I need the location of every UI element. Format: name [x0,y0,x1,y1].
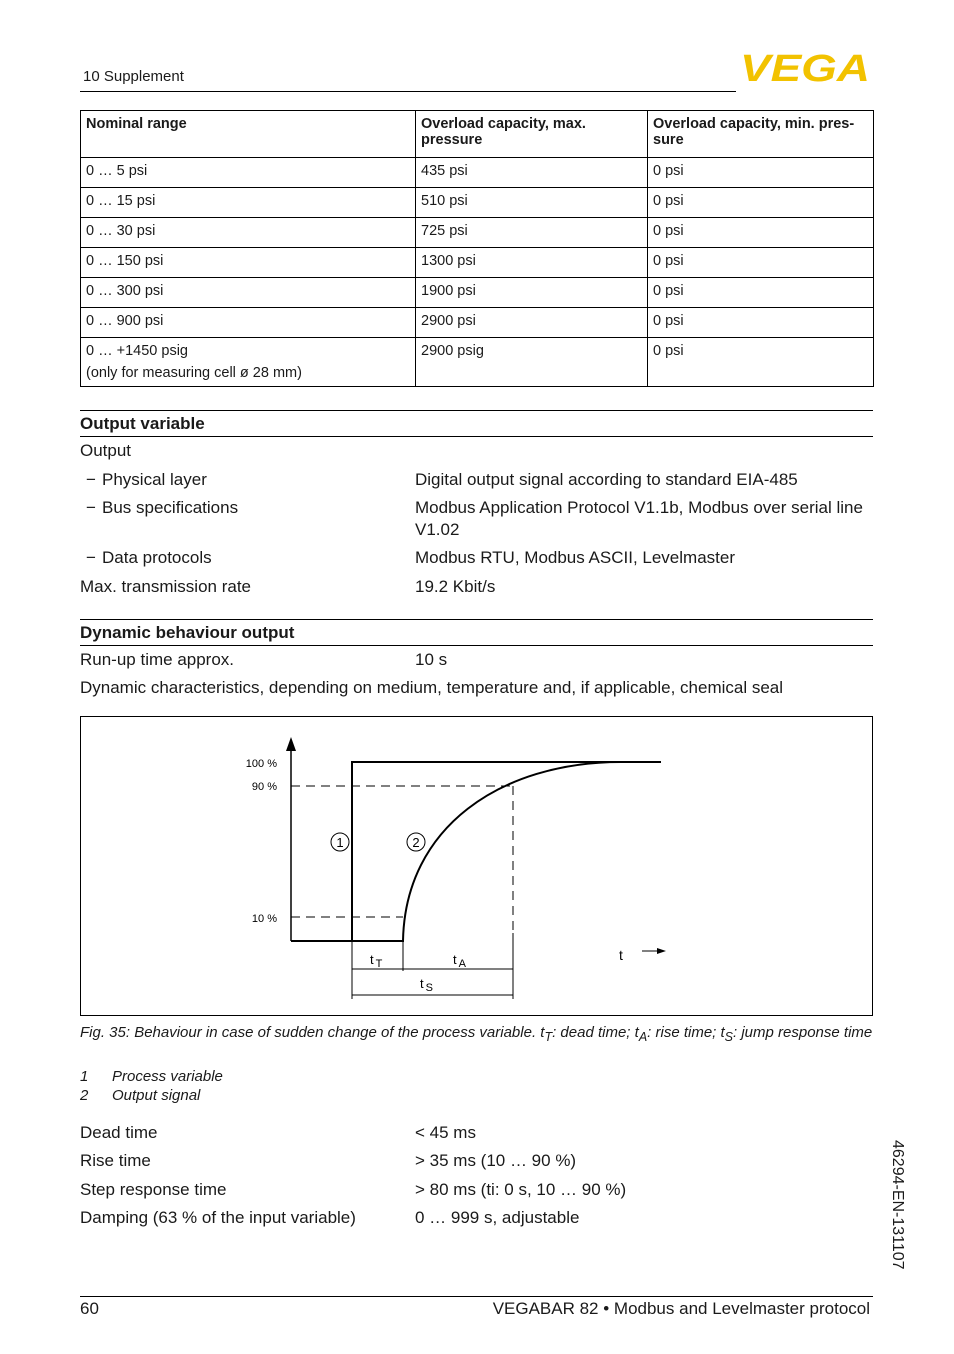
cell: 0 psi [648,188,874,218]
table-row [81,218,874,248]
tA-sub: A [458,958,466,970]
marker-1-label: 1 [336,835,344,850]
legend-number: 2 [80,1087,89,1104]
caption-part: Fig. 35: Behaviour in case of sudden change of the process variable. t [80,1024,545,1041]
table-row [81,158,874,188]
table-row [81,308,874,338]
runup-label: Run-up time approx. [80,650,235,669]
section-title: 10 Supplement [83,68,184,85]
tA-main: t [453,952,457,967]
runup-value: 10 s [415,650,448,669]
marker-2-label: 2 [412,835,420,850]
cell: 2900 psi [416,308,648,338]
legend-item [80,1087,200,1104]
t-axis-label: t [619,947,623,963]
dash: − [86,548,96,567]
output-variable-heading: Output variable [80,410,873,437]
cell: 1900 psi [416,278,648,308]
tT-sub: T [375,958,383,970]
tA-label [453,952,467,970]
header-overload-min: Overload capacity, min. pres-sure [648,111,874,158]
cell: 0 psi [648,338,874,387]
output-label: Output [80,441,132,460]
caption-sub: A [638,1030,648,1044]
tT-label [370,952,383,970]
footer-rule [80,1296,873,1297]
process-variable-curve [291,762,661,941]
damping-label: Damping (63 % of the input variable) [80,1208,356,1227]
physical-layer-value: Digital output signal according to standard EIA-485 [415,470,798,489]
caption-sub: T [544,1030,553,1044]
cell: 0 … 900 psi [81,308,416,338]
figure-caption [80,1023,873,1047]
bus-spec-label: Bus specifications [102,498,239,517]
page-number: 60 [80,1299,99,1318]
dash: − [86,498,96,517]
dynamic-behaviour-heading: Dynamic behaviour output [80,619,873,646]
caption-sub: S [724,1030,734,1044]
max-rate-label: Max. transmission rate [80,577,251,596]
dash: − [86,470,96,489]
table-header-row [81,111,874,158]
cell: 725 psi [416,218,648,248]
table-row [81,338,874,387]
table-row [81,278,874,308]
step-response-value: > 80 ms (ti: 0 s, 10 … 90 %) [415,1180,627,1199]
cell: 435 psi [416,158,648,188]
legend-text: Process variable [112,1068,223,1085]
physical-layer-label: Physical layer [102,470,207,489]
cell: 2900 psig [416,338,648,387]
data-protocols-label: Data protocols [102,548,212,567]
label-100: 100 % [245,758,277,770]
y-axis-arrow-icon [286,737,296,751]
header-rule [80,91,736,92]
cell: 0 psi [648,308,874,338]
step-response-label: Step response time [80,1180,227,1199]
cell: 0 psi [648,218,874,248]
label-90: 90 % [251,781,277,793]
tS-label [420,976,433,994]
step-response-diagram [81,717,872,1015]
header-overload-max: Overload capacity, max. pressure [416,111,648,158]
data-protocols-value: Modbus RTU, Modbus ASCII, Levelmaster [415,548,735,567]
cell: 0 … 5 psi [81,158,416,188]
cell: 1300 psi [416,248,648,278]
cell: 0 psi [648,278,874,308]
output-signal-curve [352,762,661,941]
table-row [81,188,874,218]
label-10: 10 % [251,913,277,925]
cell: 0 … 150 psi [81,248,416,278]
cell: 0 … 30 psi [81,218,416,248]
damping-value: 0 … 999 s, adjustable [415,1208,580,1227]
document-title: VEGABAR 82 • Modbus and Levelmaster protocol [492,1299,870,1318]
caption-part: : jump response time [733,1024,873,1041]
max-rate-value: 19.2 Kbit/s [415,577,496,596]
table-row [81,248,874,278]
caption-part: : dead time; t [552,1024,639,1041]
bus-spec-value: Modbus Application Protocol V1.1b, Modbus over serial line V1.02 [415,498,863,539]
rise-time-value: > 35 ms (10 … 90 %) [415,1151,577,1170]
cell: 0 … 300 psi [81,278,416,308]
overload-table [80,110,874,387]
legend-number: 1 [80,1068,89,1085]
figure-frame [80,716,873,1016]
cell [81,338,416,387]
cell-range: 0 … +1450 psig [86,343,188,359]
tT-main: t [370,952,374,967]
legend-text: Output signal [112,1087,201,1104]
tS-main: t [420,976,424,991]
legend-item [80,1068,223,1085]
caption-part: : rise time; t [647,1024,725,1041]
cell: 510 psi [416,188,648,218]
cell: 0 psi [648,248,874,278]
cell-note: (only for measuring cell ø 28 mm) [86,365,302,381]
rise-time-label: Rise time [80,1151,151,1170]
vega-logo [740,50,872,84]
dynamic-description: Dynamic characteristics, depending on medium, temperature and, if applicable, chemical seal [80,678,784,697]
dead-time-value: < 45 ms [415,1123,476,1142]
tS-sub: S [425,982,433,994]
t-arrow-icon [657,948,666,954]
dead-time-label: Dead time [80,1123,158,1142]
cell: 0 psi [648,158,874,188]
document-code-text: 46294-EN-131107 [889,1140,906,1270]
logo-text: VEGA [740,50,870,84]
cell: 0 … 15 psi [81,188,416,218]
header-nominal-range: Nominal range [81,111,416,158]
